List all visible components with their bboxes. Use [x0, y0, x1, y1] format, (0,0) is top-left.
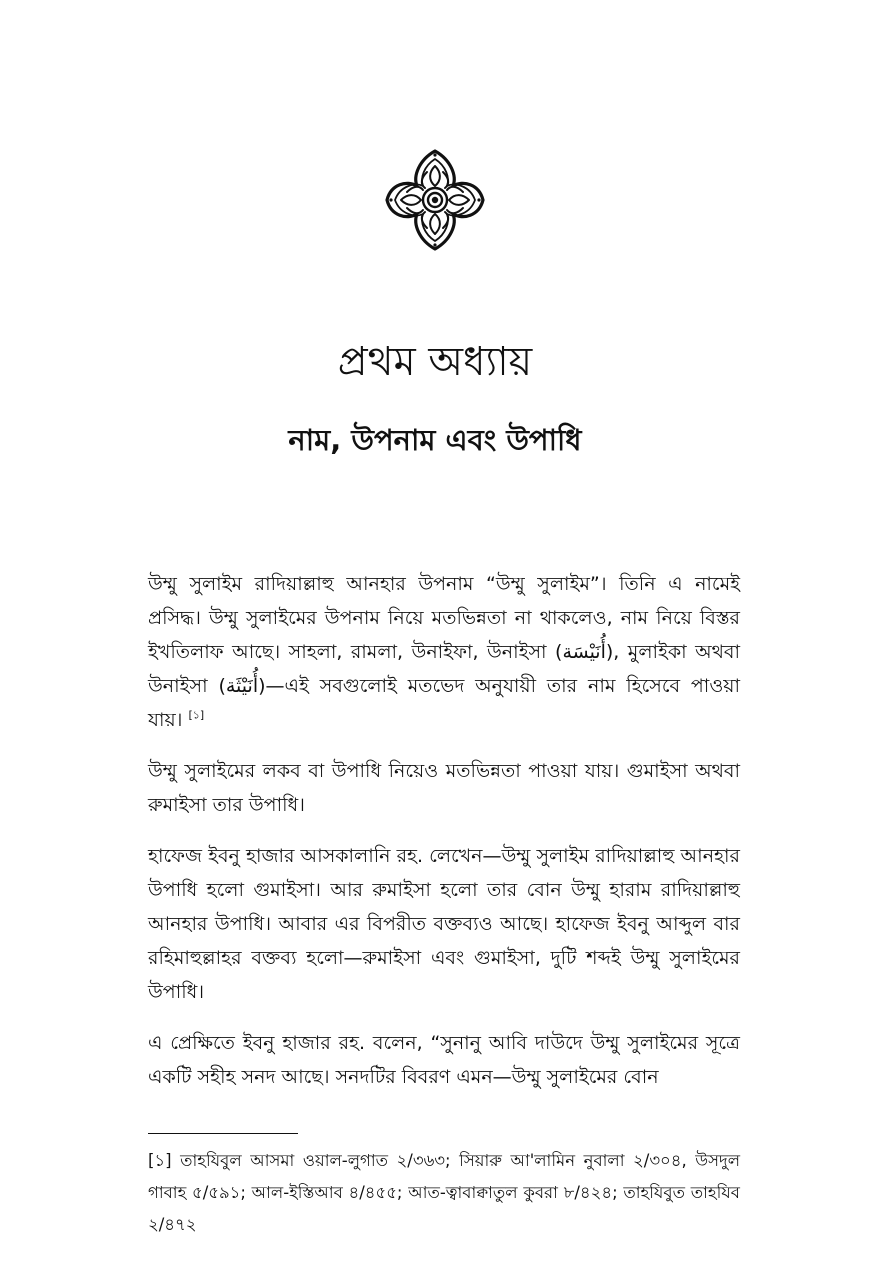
- paragraph-text: এ প্রেক্ষিতে ইবনু হাজার রহ. বলেন, “সুনানু আবি দাউদে উম্মু সুলাইমের সূত্রে একটি সহীহ সনদ আছে। সনদটির বিবরণ এমন—উম্মু সুলাইমের বোন: [148, 1032, 740, 1088]
- body-text: [148, 567, 740, 1111]
- paragraph-sunan-abi-dawud: [148, 1026, 740, 1094]
- paragraph-text: উম্মু সুলাইমের লকব বা উপাধি নিয়েও মতভিন্নতা পাওয়া যায়। গুমাইসা অথবা রুমাইসা তার উপাধি।: [148, 760, 740, 816]
- paragraph-ibn-hajar-quote: [148, 839, 740, 1009]
- footnote-reference[interactable]: [১]: [188, 708, 205, 722]
- paragraph-text: উম্মু সুলাইম রাদিয়াল্লাহু আনহার উপনাম “উম্মু সুলাইম”। তিনি এ নামেই প্রসিদ্ধ। উম্মু সুলাইমের উপনাম নিয়ে মতভিন্নতা না থাকলেও, নাম নিয়ে বিস্তর ইখতিলাফ আছে। সাহলা, রামলা, উনাইফা, উনাইসা (أُنَيْسَة), মুলাইকা অথবা উনাইসা (أُنَيْثَة)—এই সবগুলোই মতভেদ অনুযায়ী তার নাম হিসেবে পাওয়া যায়।: [148, 573, 741, 731]
- footnote-divider: [148, 1133, 298, 1134]
- chapter-subtitle: নাম, উপনাম এবং উপাধি: [288, 423, 582, 457]
- footnote: [১] তাহযিবুল আসমা ওয়াল-লুগাত ২/৩৬৩; সিয়ারু আ'লামিন নুবালা ২/৩০৪, উসদুল গাবাহ ৫/৫৯১; আল-ইস্তিআব ৪/৪৫৫; আত-ত্বাবাক্বাতুল কুবরা ৮/৪২৪; তাহযিবুত তাহযিব ২/৪৭২: [148, 1151, 740, 1234]
- lotus-ornament-icon: [385, 148, 485, 252]
- chapter-title: প্রথম অধ্যায়: [337, 339, 533, 385]
- paragraph-names: [148, 567, 740, 737]
- paragraph-titles: [148, 754, 740, 822]
- paragraph-text: হাফেজ ইবনু হাজার আসকালানি রহ. লেখেন—উম্মু সুলাইম রাদিয়াল্লাহু আনহার উপাধি হলো গুমাইসা। আর রুমাইসা হলো তার বোন উম্মু হারাম রাদিয়াল্লাহু আনহার উপাধি। আবার এর বিপরীত বক্তব্যও আছে। হাফেজ ইবনু আব্দুল বার রহিমাহুল্লাহর বক্তব্য হলো—রুমাইসা এবং গুমাইসা, দুটি শব্দই উম্মু সুলাইমের উপাধি।: [148, 845, 740, 1003]
